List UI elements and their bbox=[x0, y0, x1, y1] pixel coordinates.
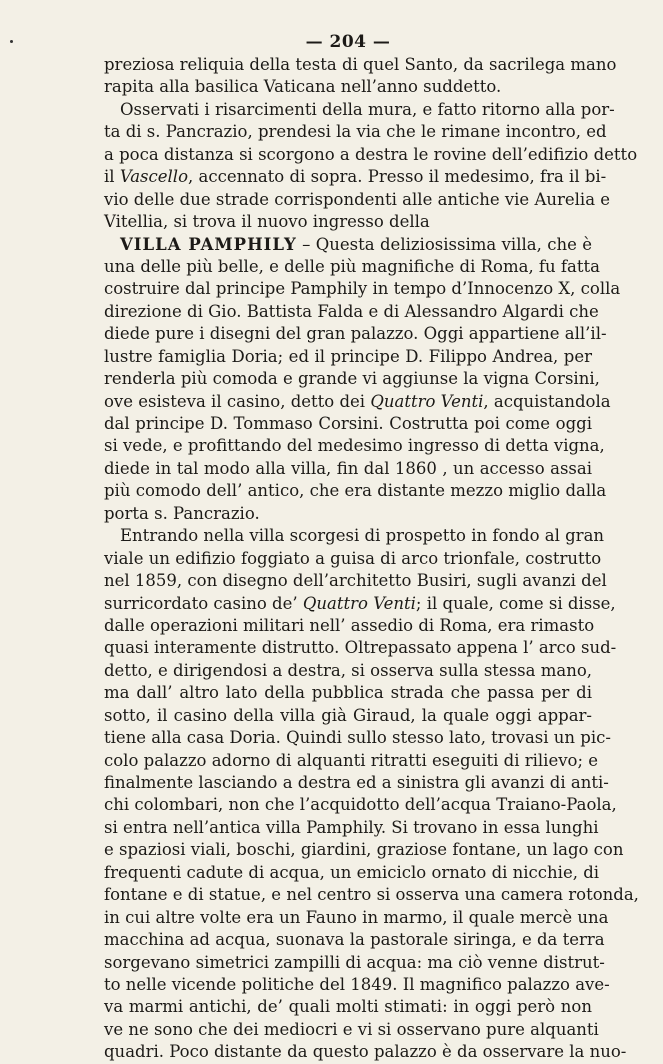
text-line bbox=[104, 121, 607, 143]
line-text: costruire dal principe Pamphily in tempo d’Innocenzo X, colla bbox=[104, 279, 621, 299]
text-line bbox=[104, 189, 611, 211]
line-text: fontane e di statue, e nel centro si osserva una camera rotonda, bbox=[104, 885, 639, 905]
text-line bbox=[104, 458, 592, 480]
text-line bbox=[104, 750, 599, 772]
text-line bbox=[104, 952, 605, 974]
line-text-post: – Questa deliziosissima villa, che è bbox=[296, 234, 592, 254]
text-line bbox=[104, 166, 607, 188]
line-text: più comodo dell’ antico, che era distante mezzo miglio dalla bbox=[104, 481, 607, 501]
italic-name: Vascello bbox=[119, 167, 189, 187]
line-text: sorgevano simetrici zampilli di acqua: ma ciò venne distrut- bbox=[104, 952, 605, 972]
line-text: macchina ad acqua, suonava la pastorale siringa, e da terra bbox=[104, 930, 605, 950]
text-line bbox=[104, 884, 639, 906]
section-heading: VILLA PAMPHILY bbox=[120, 234, 297, 254]
text-line bbox=[104, 772, 609, 794]
line-text: dal principe D. Tommaso Corsini. Costrutta poi come oggi bbox=[104, 414, 592, 433]
text-line bbox=[104, 907, 609, 929]
text-line bbox=[104, 727, 611, 749]
line-text: una delle più belle, e delle più magnifiche di Roma, fu fatta bbox=[104, 256, 600, 276]
line-text: tiene alla casa Doria. Quindi sullo stesso lato, trovasi un pic- bbox=[104, 728, 611, 748]
text-line bbox=[104, 346, 592, 368]
line-text: quasi interamente distrutto. Oltrepassato appena l’ arco sud- bbox=[104, 638, 617, 658]
text-line bbox=[104, 76, 592, 98]
book-page bbox=[104, 30, 639, 1064]
text-line bbox=[104, 278, 621, 300]
line-text: ve ne sono che dei mediocri e vi si osservano pure alquanti bbox=[104, 1019, 599, 1039]
line-text: quadri. Poco distante da questo palazzo è da osservare la nuo- bbox=[104, 1042, 627, 1062]
line-text: a poca distanza si scorgono a destra le rovine dell’edifizio detto bbox=[104, 144, 638, 164]
text-line bbox=[104, 1019, 599, 1041]
margin-speck bbox=[10, 40, 13, 43]
text-line bbox=[104, 682, 592, 704]
text-line bbox=[104, 323, 607, 345]
italic-name: Quattro Venti bbox=[302, 593, 416, 613]
line-text: ta di s. Pancrazio, prendesi la via che le rimane incontro, ed bbox=[104, 122, 607, 142]
text-line bbox=[104, 391, 611, 413]
line-text: e spaziosi viali, boschi, giardini, graziose fontane, un lago con bbox=[104, 840, 624, 860]
text-line bbox=[104, 593, 616, 615]
line-text: direzione di Gio. Battista Falda e di Alessandro Algardi che bbox=[104, 301, 599, 321]
line-text: porta s. Pancrazio. bbox=[104, 503, 260, 523]
line-text: va marmi antichi, de’ quali molti stimati: in oggi però non bbox=[104, 997, 592, 1017]
line-text: detto, e dirigendosi a destra, si osserva sulla stessa mano, bbox=[104, 660, 592, 680]
text-line bbox=[104, 570, 607, 592]
body-text bbox=[104, 54, 639, 1064]
text-line bbox=[104, 862, 600, 884]
text-line bbox=[104, 413, 592, 435]
text-line bbox=[104, 705, 592, 727]
line-text: viale un edifizio foggiato a guisa di arco trionfale, costrutto bbox=[104, 548, 602, 568]
text-line bbox=[104, 525, 605, 547]
text-line bbox=[104, 301, 599, 323]
text-line bbox=[104, 660, 592, 682]
page-number: — 204 — bbox=[305, 32, 391, 52]
line-text: rapita alla basilica Vaticana nell’anno suddetto. bbox=[104, 77, 502, 97]
text-line bbox=[104, 929, 605, 951]
text-line bbox=[104, 817, 599, 839]
line-text: colo palazzo adorno di alquanti ritratti eseguiti di rilievo; e bbox=[104, 750, 599, 770]
text-line bbox=[104, 435, 605, 457]
text-line bbox=[104, 144, 638, 166]
text-line bbox=[104, 99, 615, 121]
text-line bbox=[104, 996, 592, 1018]
line-text: chi colombari, non che l’acquidotto dell’acqua Traiano-Paola, bbox=[104, 795, 617, 815]
text-line bbox=[104, 839, 624, 861]
text-line bbox=[104, 234, 592, 256]
line-text: ma dall’ altro lato della pubblica strada che passa per di bbox=[104, 683, 592, 703]
line-text-post: ; il quale, come si disse, bbox=[415, 593, 616, 613]
text-line bbox=[104, 1041, 627, 1063]
line-text: Entrando nella villa scorgesi di prospetto in fondo al gran bbox=[120, 526, 605, 546]
line-text-pre: il bbox=[104, 167, 120, 187]
line-text: finalmente lasciando a destra ed a sinistra gli avanzi di anti- bbox=[104, 773, 609, 792]
text-line bbox=[104, 211, 592, 233]
text-line bbox=[104, 794, 617, 816]
text-line bbox=[104, 480, 607, 502]
text-line bbox=[104, 54, 617, 76]
line-text: frequenti cadute di acqua, un emiciclo ornato di nicchie, di bbox=[104, 862, 600, 882]
line-text: to nelle vicende politiche del 1849. Il magnifico palazzo ave- bbox=[104, 974, 610, 994]
text-line bbox=[104, 256, 600, 278]
text-line bbox=[104, 503, 592, 525]
line-text: si vede, e profittando del medesimo ingresso di detta vigna, bbox=[104, 436, 605, 456]
line-text: diede in tal modo alla villa, fin dal 1860 , un accesso assai bbox=[104, 458, 592, 478]
line-text: nel 1859, con disegno dell’architetto Busiri, sugli avanzi del bbox=[104, 571, 607, 591]
line-text: diede pure i disegni del gran palazzo. Oggi appartiene all’il- bbox=[104, 324, 607, 344]
text-line bbox=[104, 974, 610, 996]
line-text: sotto, il casino della villa già Giraud, la quale oggi appar- bbox=[104, 705, 592, 725]
text-line bbox=[104, 368, 600, 390]
text-line bbox=[104, 548, 602, 570]
line-text: lustre famiglia Doria; ed il principe D. Filippo Andrea, per bbox=[104, 346, 592, 366]
line-text-post: , acquistandola bbox=[483, 391, 611, 411]
line-text: preziosa reliquia della testa di quel Santo, da sacrilega mano bbox=[104, 55, 617, 74]
line-text-pre: surricordato casino de’ bbox=[104, 593, 303, 613]
text-line bbox=[104, 615, 595, 637]
line-text: in cui altre volte era un Fauno in marmo, il quale mercè una bbox=[104, 907, 609, 927]
line-text: Vitellia, si trova il nuovo ingresso della bbox=[104, 212, 430, 232]
text-line bbox=[104, 637, 617, 659]
line-text: Osservati i risarcimenti della mura, e fatto ritorno alla por- bbox=[120, 99, 615, 119]
italic-name: Quattro Venti bbox=[370, 391, 484, 411]
line-text: vio delle due strade corrispondenti alle antiche vie Aurelia e bbox=[104, 189, 611, 209]
line-text: renderla più comoda e grande vi aggiunse la vigna Corsini, bbox=[104, 369, 600, 389]
line-text-pre: ove esisteva il casino, detto dei bbox=[104, 391, 371, 411]
line-text: si entra nell’antica villa Pamphily. Si trovano in essa lunghi bbox=[104, 817, 599, 837]
line-text: dalle operazioni militari nell’ assedio di Roma, era rimasto bbox=[104, 615, 595, 635]
line-text-post: , accennato di sopra. Presso il medesimo, fra il bi- bbox=[188, 167, 607, 187]
